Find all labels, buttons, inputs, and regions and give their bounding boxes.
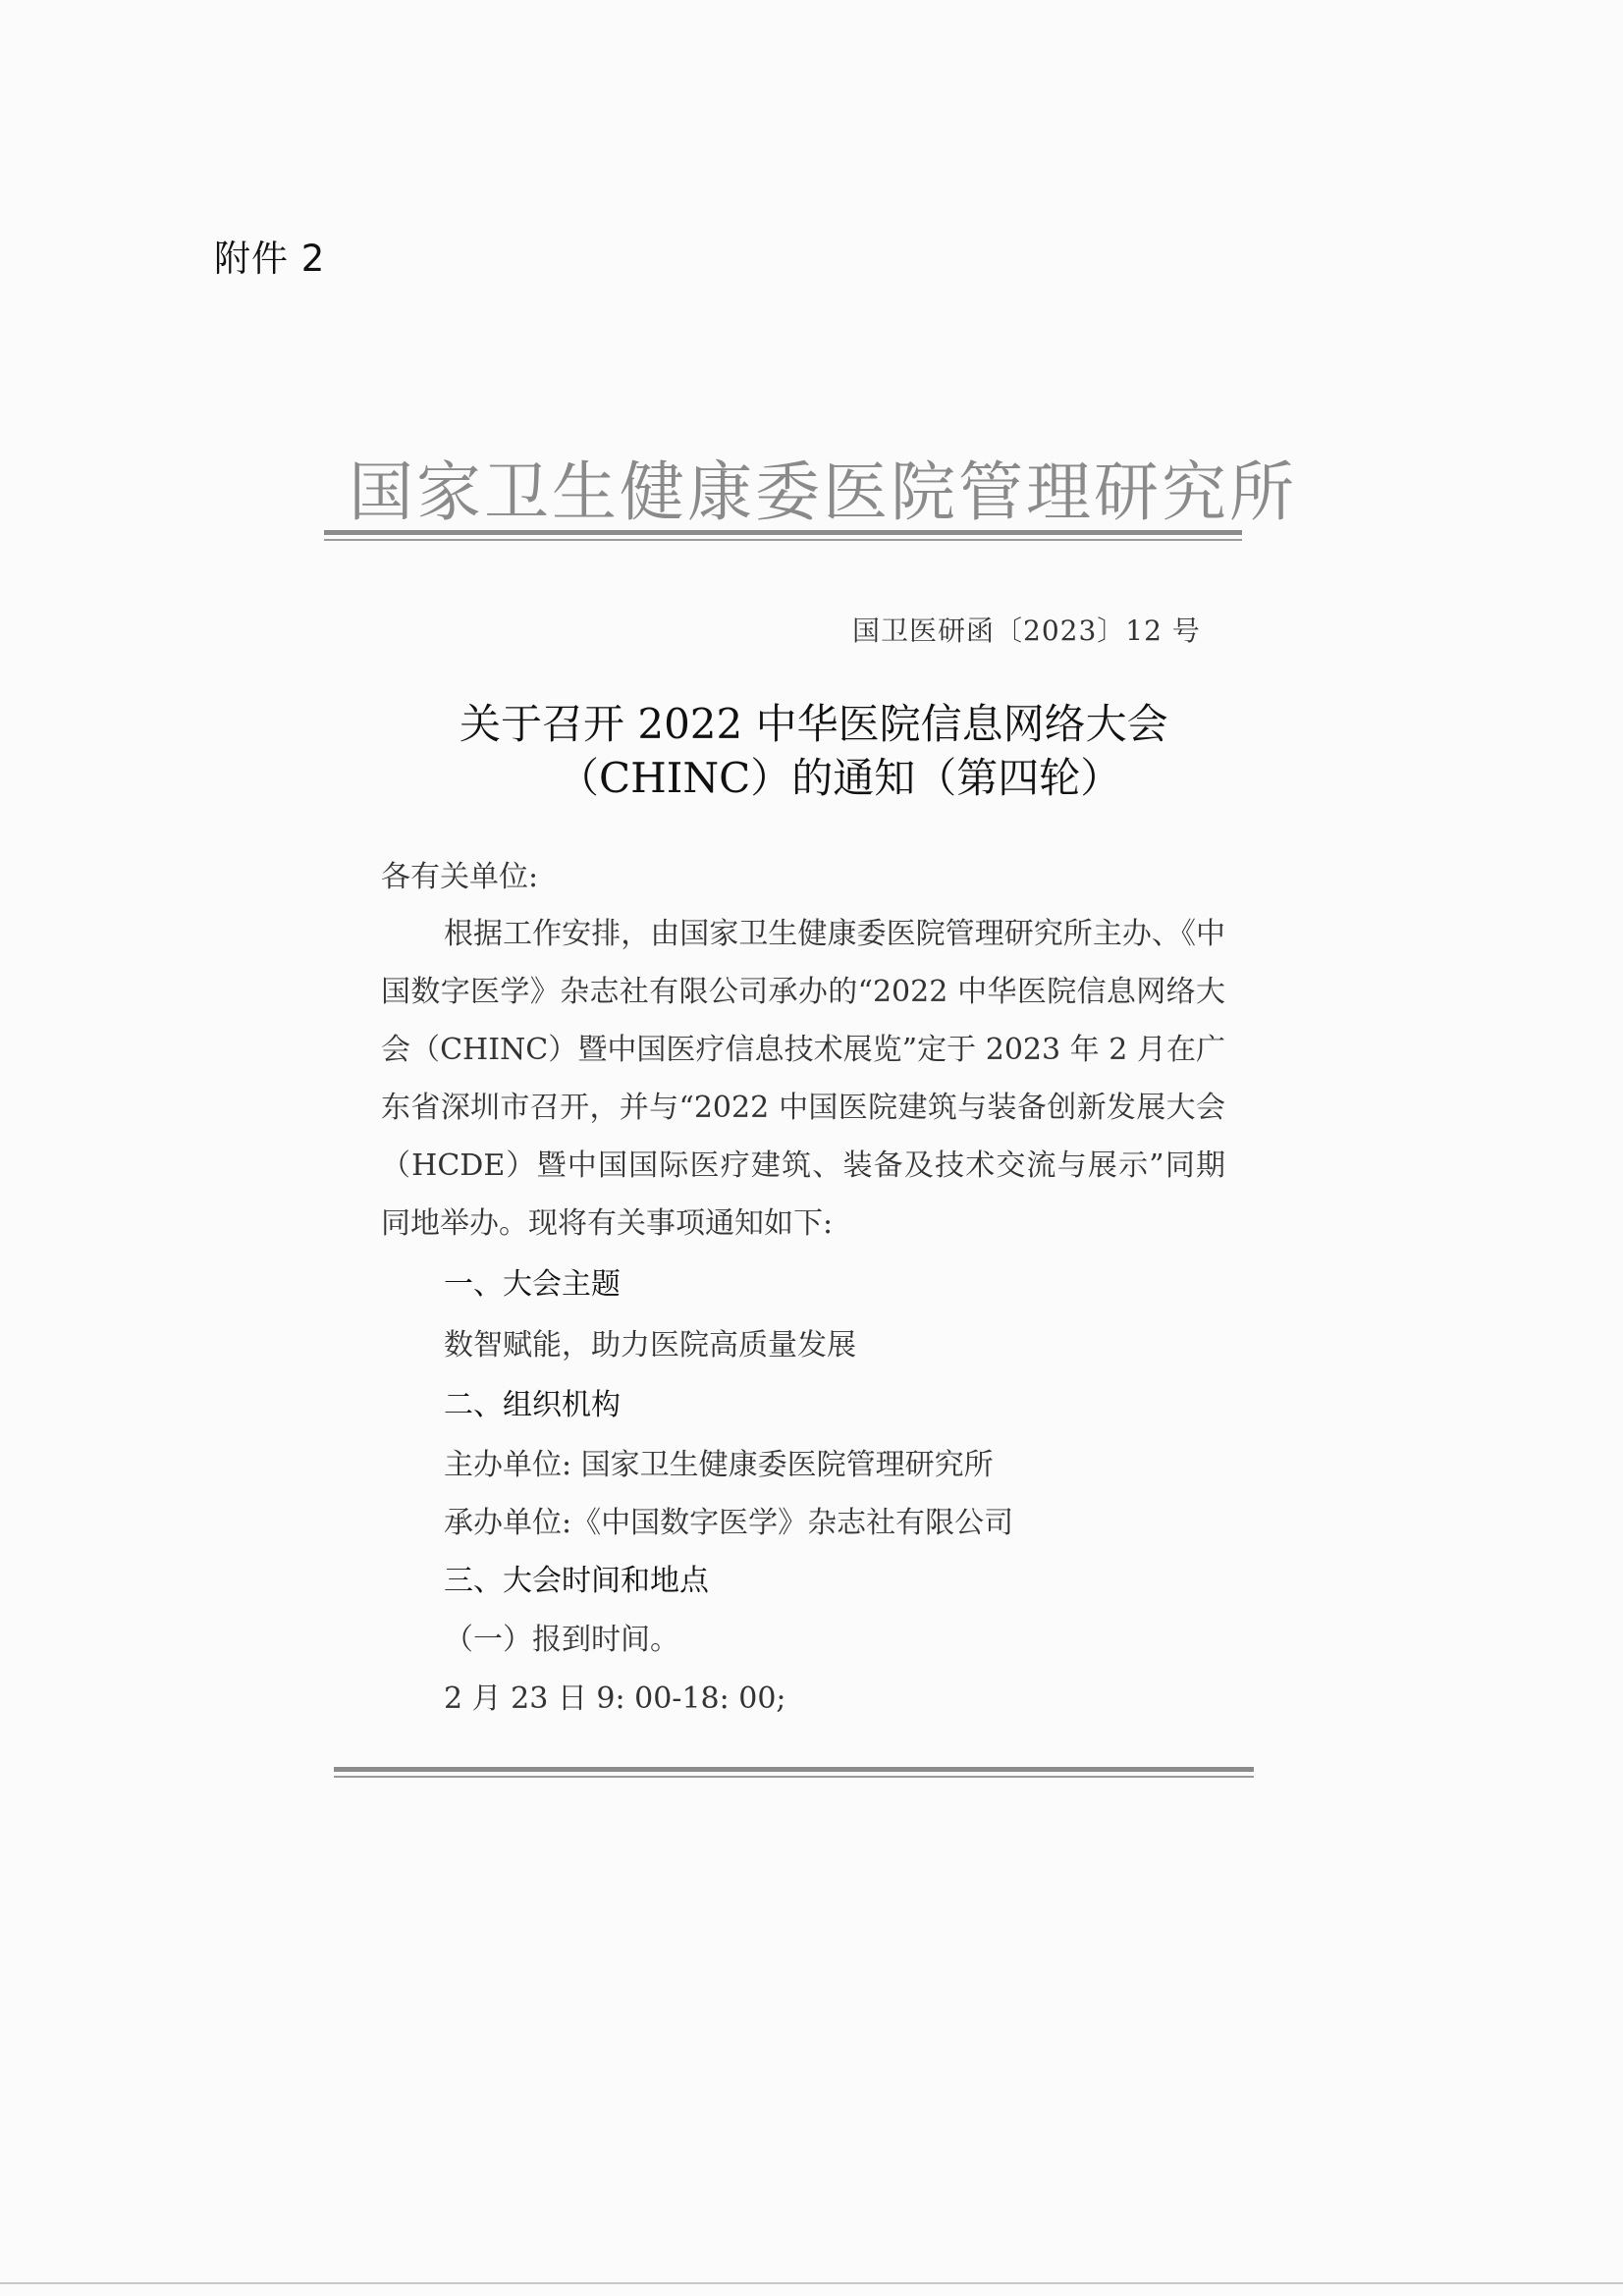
intro-paragraph: 根据工作安排，由国家卫生健康委医院管理研究所主办、《中国数字医学》杂志社有限公司承办的“2022 中华医院信息网络大会（CHINC）暨中国医疗信息技术展览”定于 2023 年 2 月在广东省深圳市召开，并与“2022 中国医院建筑与装备创新发展大会（HCDE）暨中国国际医疗建筑、装备及技术交流与展示”同期同地举办。现将有关事项通知如下: [381, 917, 1225, 1241]
section-line-organizer: 承办单位:《中国数字医学》杂志社有限公司 [444, 1506, 1014, 1540]
document-number: 国卫医研函〔2023〕12 号 [852, 614, 1201, 647]
section-line-host: 主办单位: 国家卫生健康委医院管理研究所 [444, 1448, 994, 1482]
section-heading-organization: 二、组织机构 [444, 1388, 621, 1422]
section-line-registration: （一）报到时间。 [444, 1623, 679, 1657]
page-divider-bottom [334, 1767, 1254, 1781]
document-title-line-1: 关于召开 2022 中华医院信息网络大会 [460, 700, 1168, 748]
document-title-line-2: （CHINC）的通知（第四轮） [558, 754, 1122, 802]
attachment-label: 附件 2 [214, 238, 326, 280]
section-line-registration-time: 2 月 23 日 9: 00-18: 00; [444, 1682, 786, 1716]
section-heading-time-place: 三、大会时间和地点 [444, 1564, 709, 1598]
section-line-theme: 数智赋能，助力医院高质量发展 [444, 1328, 856, 1362]
section-heading-theme: 一、大会主题 [444, 1267, 621, 1302]
scan-edge-line [0, 2282, 1623, 2284]
letterhead-divider-top [324, 530, 1242, 544]
salutation: 各有关单位: [381, 860, 539, 894]
organization-letterhead: 国家卫生健康委医院管理研究所 [349, 454, 1297, 530]
